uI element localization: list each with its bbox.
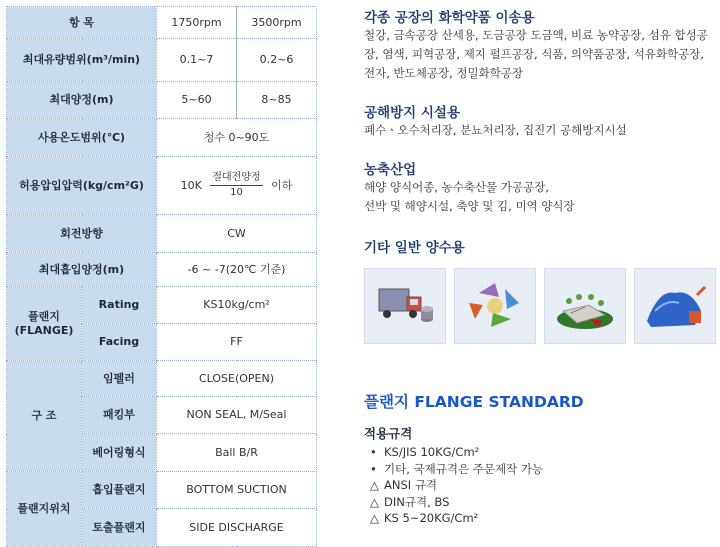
pressure-fraction [210, 172, 262, 200]
table-row [7, 472, 317, 509]
head-3500: 8~85 [237, 82, 317, 119]
use-title-general: 기타 일반 양수용 [364, 240, 465, 256]
row-label-suction: 최대흡입양정(m) [7, 253, 157, 287]
bearing-value: Ball B/R [157, 434, 317, 472]
packing-value: NON SEAL, M/Seal [157, 397, 317, 434]
row-label-temp: 사용온도범위(℃) [7, 119, 157, 157]
pressure-value [157, 157, 317, 215]
impeller-value: CLOSE(OPEN) [157, 361, 317, 397]
use-title-chemical: 각종 공장의 화학약품 이송용 [364, 10, 535, 26]
table-header-row [7, 7, 317, 39]
use-title-pollution: 공해방지 시설용 [364, 105, 460, 121]
list-marker: • [370, 445, 377, 459]
packing-label: 패킹부 [82, 397, 157, 434]
suction-flange-value: BOTTOM SUCTION [157, 472, 317, 509]
list-item-text: KS 5~20KG/Cm² [384, 511, 479, 525]
flange-group-label: 플랜지 (FLANGE) [7, 287, 82, 361]
list-item [370, 444, 543, 461]
list-item-text: KS/JIS 10KG/Cm² [384, 445, 480, 459]
bearing-label: 베어링형식 [82, 434, 157, 472]
truck-barrel-icon [364, 268, 446, 344]
facing-label: Facing [82, 324, 157, 361]
recycle-icon [454, 268, 536, 344]
table-row [7, 82, 317, 119]
row-label-pressure: 허용압입압력(kg/cm²G) [7, 157, 157, 215]
application-icons [364, 268, 716, 348]
flow-1750: 0.1~7 [157, 39, 237, 82]
standard-list [370, 444, 543, 527]
table-row [7, 215, 317, 253]
facing-value: FF [157, 324, 317, 361]
list-marker: • [370, 461, 377, 476]
table-row [7, 253, 317, 287]
temp-value: 청수 0~90도 [157, 119, 317, 157]
list-marker: △ [370, 478, 379, 492]
suction-value: -6 ~ -7(20℃ 기준) [157, 253, 317, 287]
list-item-text: 기타, 국제규격은 주문제작 가능 [384, 461, 544, 476]
list-item [370, 510, 543, 527]
use-body-agriculture: 해양 양식어종, 농수축산물 가공공장, 선박 및 해양시설, 축양 및 김, 미역 양식장 [364, 180, 575, 213]
list-marker: △ [370, 494, 379, 509]
list-item [370, 494, 543, 511]
impeller-label: 임펠러 [82, 361, 157, 397]
list-item-text: ANSI 규격 [384, 478, 438, 492]
pressure-denominator: 10 [230, 187, 243, 198]
head-1750: 5~60 [157, 82, 237, 119]
table-row [7, 119, 317, 157]
structure-group-label: 구 조 [7, 361, 82, 472]
table-row [7, 157, 317, 215]
spec-table [6, 6, 317, 547]
table-row [7, 39, 317, 82]
use-title-agriculture: 농축산업 [364, 162, 417, 178]
pressure-numerator: 절대전양정 [210, 172, 262, 187]
list-marker: △ [370, 511, 379, 525]
water-tank-icon [634, 268, 716, 344]
list-item [370, 461, 543, 478]
row-label-head: 최대양정(m) [7, 82, 157, 119]
rotation-value: CW [157, 215, 317, 253]
discharge-flange-value: SIDE DISCHARGE [157, 509, 317, 547]
rating-value: KS10kg/cm² [157, 287, 317, 324]
header-item: 항 목 [7, 7, 157, 39]
flange-standard-title: 플랜지 FLANGE STANDARD [364, 393, 584, 411]
list-item [370, 477, 543, 494]
applications-panel [360, 0, 716, 542]
use-body-pollution: 폐수ㆍ오수처리장, 분뇨처리장, 집진기 공해방지시설 [364, 123, 627, 137]
flange-position-group-label: 플랜지위치 [7, 472, 82, 547]
use-body-chemical: 철강, 금속공장 산세용, 도금공장 도금액, 비료 농약공장, 섬유 합성공장, 염색, 피혁공장, 제지 펄프공장, 식품, 의약품공장, 석유화학공장, 전자, 반도체공장, 정밀화학공장 [364, 28, 708, 80]
header-1750rpm: 1750rpm [157, 7, 237, 39]
header-3500rpm: 3500rpm [237, 7, 317, 39]
table-row [7, 287, 317, 324]
row-label-rotation: 회전방향 [7, 215, 157, 253]
suction-flange-label: 흡입플랜지 [82, 472, 157, 509]
applicable-standard-label: 적용규격 [364, 426, 413, 441]
farm-plant-icon [544, 268, 626, 344]
flow-3500: 0.2~6 [237, 39, 317, 82]
pressure-suffix: 이하 [271, 178, 293, 192]
row-label-flow: 최대유량범위(m³/min) [7, 39, 157, 82]
pressure-prefix: 10K [180, 178, 202, 192]
list-item-text: DIN규격, BS [384, 494, 450, 509]
table-row [7, 361, 317, 397]
rating-label: Rating [82, 287, 157, 324]
discharge-flange-label: 토출플랜지 [82, 509, 157, 547]
